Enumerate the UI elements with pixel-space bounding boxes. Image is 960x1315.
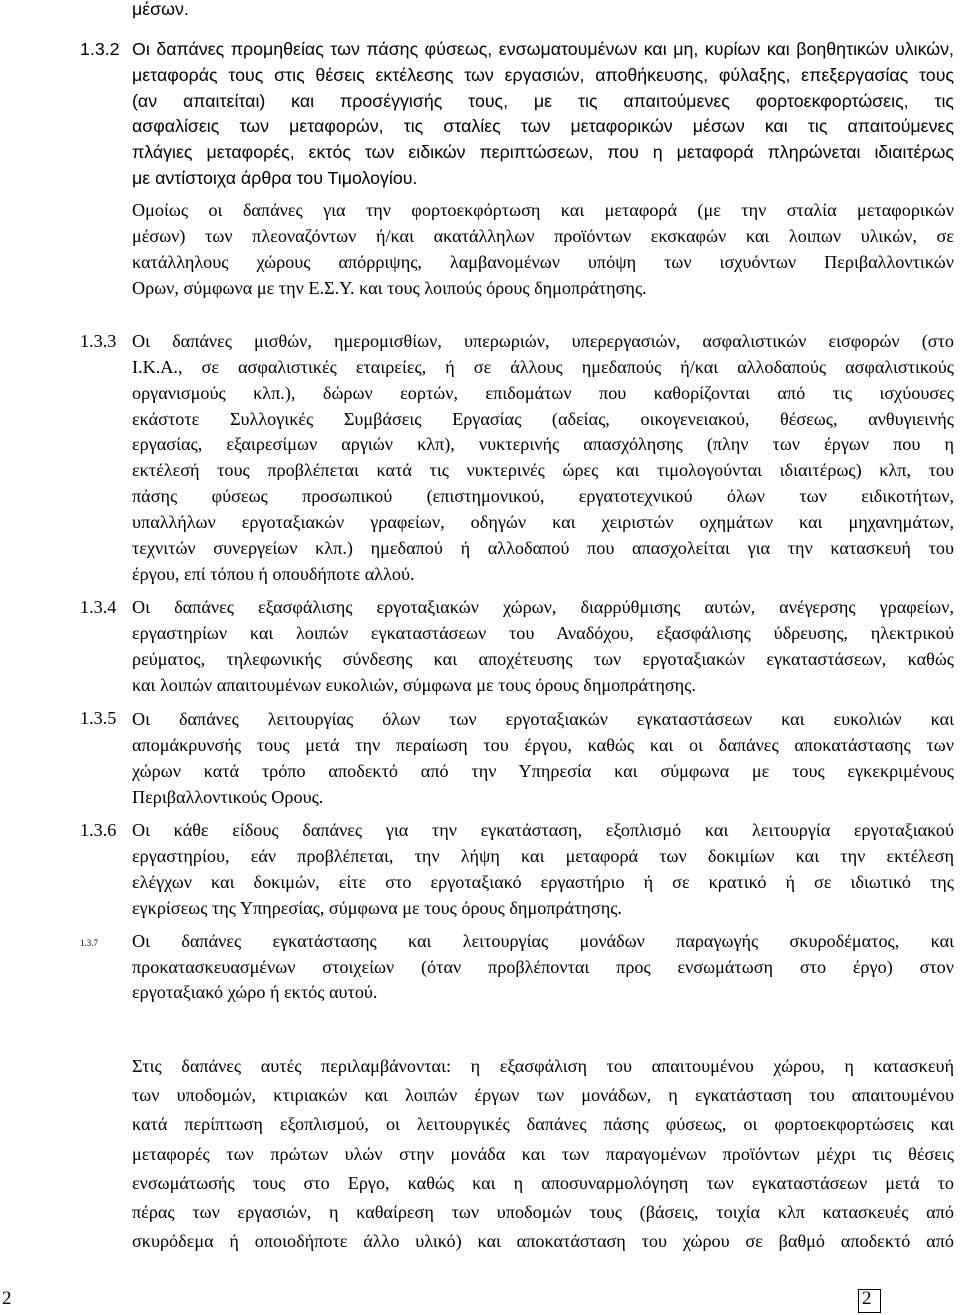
- paragraph-line: χώρων κατά τρόπο αποδεκτό από την Υπηρεσία και σύμφωνα με τους εγκεκριμένους: [132, 761, 954, 781]
- paragraph-line: πάσης φύσεως προσωπικού (επιστημονικού, εργατοτεχνικού όλων των ειδικοτήτων,: [132, 486, 954, 507]
- paragraph-line: ρεύματος, τηλεφωνικής σύνδεσης και αποχέτευσης των εργοταξιακών εγκαταστάσεων, καθώς: [132, 648, 954, 669]
- paragraph-line: (αν απαιτείται) και προσέγγισής τους, με τις απαιτούμενες φορτοεκφορτώσεις, τις: [132, 90, 954, 111]
- paragraph-line: Περιβαλλοντικούς Ορους.: [132, 787, 324, 807]
- paragraph-line: τεχνιτών συνεργείων κλπ.) ημεδαπού ή αλλοδαπού που απασχολείται για την κατασκευή του: [132, 537, 954, 558]
- paragraph-line: εργοταξιακό χώρο ή εκτός αυτού.: [132, 982, 378, 1003]
- paragraph-line: Ορων, σύμφωνα με την Ε.Σ.Υ. και τους λοιπούς όρους δημοπράτησης.: [132, 278, 647, 298]
- paragraph-line: Ι.Κ.Α., σε ασφαλιστικές εταιρείες, ή σε άλλους ημεδαπούς ή/και αλλοδαπούς ασφαλιστικούς: [132, 356, 954, 377]
- paragraph-line: πέρας των εργασιών, η καθαίρεση των υποδομών τους (βάσεις, τοιχία κλπ κατασκευές από: [132, 1202, 954, 1223]
- section-number-1-3-7: 1.3.7: [80, 938, 98, 948]
- paragraph-line: Οι δαπάνες εξασφάλισης εργοταξιακών χώρων, διαρρύθμισης αυτών, ανέγερσης γραφείων,: [132, 597, 954, 617]
- paragraph-line: και λοιπών απαιτουμένων ευκολιών, σύμφωνα με τους όρους δημοπράτησης.: [132, 674, 696, 695]
- paragraph-line: κατάλληλους χώρους απόρριψης, λαμβανομένων υπόψη των ισχυόντων Περιβαλλοντικών: [132, 252, 954, 272]
- paragraph-line: Ομοίως οι δαπάνες για την φορτοεκφόρτωση και μεταφορά (με την σταλία μεταφορικών: [132, 200, 954, 220]
- paragraph-line: Στις δαπάνες αυτές περιλαμβάνονται: η εξασφάλιση του απαιτουμένου χώρου, η κατασκευή: [132, 1056, 954, 1076]
- paragraph-line: των υποδομών, κτιριακών και λοιπών έργων των μονάδων, η εγκατάσταση του απαιτουμένου: [132, 1085, 954, 1106]
- paragraph-line: εκάστοτε Συλλογικές Συμβάσεις Εργασίας (αδείας, οικογενειακού, θέσεως, ανθυγιεινής: [132, 408, 954, 429]
- paragraph-line: με αντίστοιχα άρθρα του Τιμολογίου.: [132, 167, 418, 188]
- paragraph-line: Οι δαπάνες λειτουργίας όλων των εργοταξιακών εγκαταστάσεων και ευκολιών και: [132, 709, 954, 729]
- section-1-3-7-continuation: [132, 1052, 954, 1256]
- paragraph-line: προκατασκευασμένων στοιχείων (όταν προβλέπονται προς ενσωμάτωση στο έργο) στον: [132, 956, 954, 977]
- section-number-1-3-4: 1.3.4: [80, 597, 117, 617]
- section-1-3-7-paragraph: [132, 929, 954, 1006]
- paragraph-line: εργαστηρίων και λοιπών εγκαταστάσεων του Αναδόχου, εξασφάλισης ύδρευσης, ηλεκτρικού: [132, 622, 954, 643]
- paragraph-line: εργαστηρίου, εάν προβλέπεται, την λήψη και μεταφορά των δοκιμίων και την εκτέλεση: [132, 845, 954, 866]
- paragraph-line: ενσωμάτωσής τους στο Εργο, καθώς και η αποσυναρμολόγηση των εγκαταστάσεων μετά το: [132, 1172, 954, 1193]
- paragraph-line: Οι δαπάνες εγκατάστασης και λειτουργίας μονάδων παραγωγής σκυροδέματος, και: [132, 931, 954, 951]
- paragraph-line: οργανισμούς κλπ.), δώρων εορτών, επιδομάτων που καθορίζονται από τις ισχύουσες: [132, 382, 954, 403]
- section-1-3-5-paragraph: [132, 706, 954, 810]
- paragraph-line: εργασίας, εξαιρεσίμων αργιών κλπ), νυκτερινής απασχόλησης (πλην των έργων που η: [132, 434, 954, 455]
- footer-page-number-right: 2: [862, 1288, 872, 1309]
- paragraph-line: ελέγχων και δοκιμών, είτε στο εργοταξιακό εργαστήριο ή σε κρατικό ή σε ιδιωτικό της: [132, 871, 954, 892]
- paragraph-line: Οι κάθε είδους δαπάνες για την εγκατάσταση, εξοπλισμό και λειτουργία εργοταξιακού: [132, 820, 954, 840]
- paragraph-line: Οι δαπάνες μισθών, ημερομισθίων, υπερωριών, υπερεργασιών, ασφαλιστικών εισφορών (στο: [132, 331, 954, 351]
- section-1-3-4-paragraph: [132, 595, 954, 699]
- top-fragment-text: μέσων.: [132, 0, 189, 19]
- section-number-1-3-5: 1.3.5: [80, 708, 117, 728]
- paragraph-line: υπαλλήλων εργοταξιακών γραφείων, οδηγών και χειριστών οχημάτων και μηχανημάτων,: [132, 511, 954, 532]
- paragraph-line: ασφαλίσεις των μεταφορών, τις σταλίες των μεταφορικών μέσων και τις απαιτούμενες: [132, 116, 954, 137]
- paragraph-line: μεταφοράς τους στις θέσεις εκτέλεσης των εργασιών, αποθήκευσης, φύλαξης, επεξεργασίας τους: [132, 64, 954, 85]
- footer-page-number-left: 2: [2, 1288, 12, 1309]
- paragraph-line: μεταφορές των πρώτων υλών στην μονάδα και των παραγομένων προϊόντων μέχρι τις θέσεις: [132, 1143, 954, 1164]
- paragraph-line: έργου, επί τόπου ή οπουδήποτε αλλού.: [132, 563, 415, 584]
- section-1-3-2-paragraph: [132, 37, 954, 192]
- section-1-3-6-paragraph: [132, 818, 954, 922]
- paragraph-line: μέσων) των πλεοναζόντων ή/και ακατάλληλων προϊόντων εκσκαφών και λοιπων υλικών, σε: [132, 226, 954, 246]
- section-number-1-3-6: 1.3.6: [80, 820, 117, 840]
- paragraph-line: Οι δαπάνες προμηθείας των πάσης φύσεως, ενσωματουμένων και μη, κυρίων και βοηθητικών υλικών,: [132, 39, 954, 59]
- section-1-3-3-paragraph: [132, 329, 954, 587]
- paragraph-line: κατά περίπτωση εξοπλισμού, οι λειτουργικές δαπάνες πάσης φύσεως, οι φορτοεκφορτώσεις και: [132, 1114, 954, 1135]
- section-number-1-3-3: 1.3.3: [80, 331, 117, 351]
- paragraph-line: σκυρόδεμα ή οποιοδήποτε άλλο υλικό) και αποκατάσταση του χώρου σε βαθμό αποδεκτό από: [132, 1231, 954, 1252]
- paragraph-line: απομάκρυνσής τους μετά την περαίωση του έργου, καθώς και οι δαπάνες αποκατάστασης των: [132, 735, 954, 755]
- section-number-1-3-2: 1.3.2: [80, 39, 120, 59]
- paragraph-line: εκτέλεσή τους προβλέπεται κατά τις νυκτερινές ώρες και τιμολογούνται ιδιαιτέρως) κλπ, του: [132, 460, 954, 481]
- section-1-3-2-continuation: [132, 197, 954, 301]
- paragraph-line: πλάγιες μεταφορές, εκτός των ειδικών περιπτώσεων, που η μεταφορά πληρώνεται ιδιαιτέρως: [132, 142, 954, 162]
- paragraph-line: εγκρίσεως της Υπηρεσίας, σύμφωνα με τους όρους δημοπράτησης.: [132, 897, 622, 918]
